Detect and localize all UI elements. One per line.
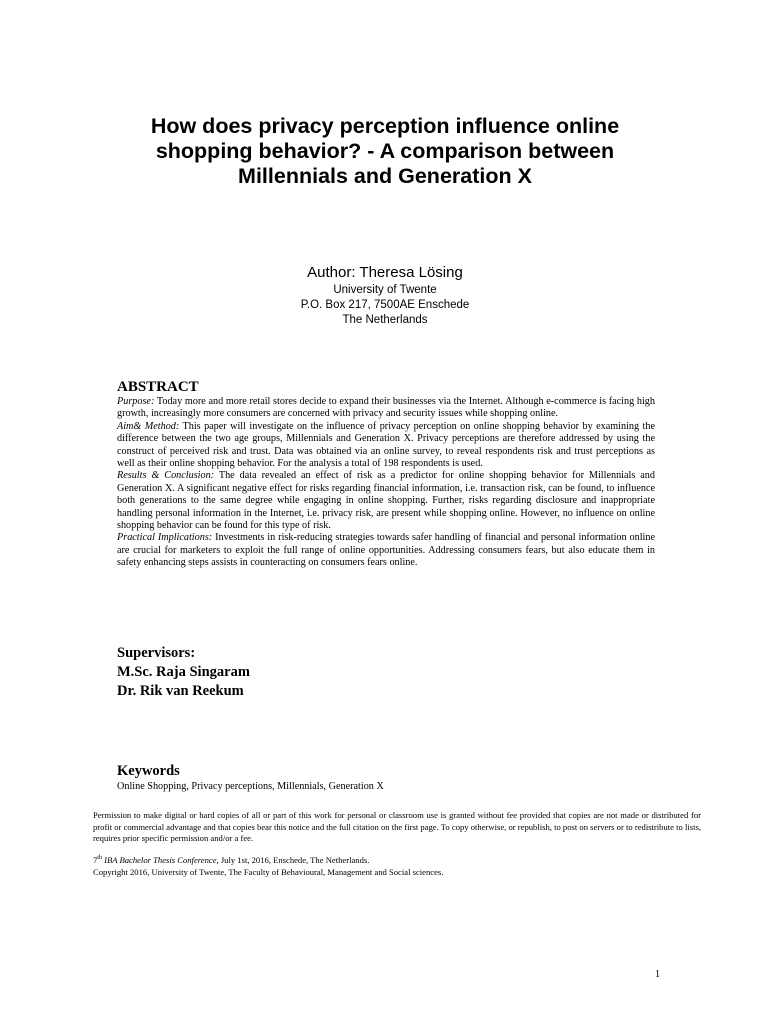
purpose-label: Purpose: — [117, 396, 155, 407]
author-block — [185, 263, 585, 328]
keywords-section — [117, 763, 617, 793]
conference-line — [93, 855, 693, 867]
supervisor-name: M.Sc. Raja Singaram — [117, 664, 250, 680]
conference-number: 7 — [93, 855, 98, 865]
supervisors-section — [117, 644, 517, 701]
conference-ordinal: th — [97, 855, 102, 862]
results-text: The data revealed an effect of risk as a predictor for online shopping behavior for Millennials and Generation X. A significant negative effect for risks regarding financial information, i.e. transaction risk, can be found, to influence both generations to the same degree while engaging in online shopping. Further, risks regarding disclosure and inappropriate handling personal information in the Internet, i.e. privacy risk, are present while shopping online. However, no influence on online shopping behavior can be found for this type of risk. — [117, 470, 655, 532]
author-affiliation: University of Twente — [333, 284, 437, 296]
title-line-1: How does privacy perception influence online — [150, 114, 620, 138]
supervisor-name: Dr. Rik van Reekum — [117, 683, 244, 699]
title-line-2: shopping behavior? - A comparison between — [155, 139, 615, 163]
abstract-aim — [117, 421, 655, 471]
author-name: Author: Theresa Lösing — [307, 264, 463, 281]
implications-label: Practical Implications: — [117, 532, 213, 544]
paper-title — [100, 114, 670, 189]
title-line-3: Millennials and Generation X — [238, 164, 532, 188]
permission-notice: Permission to make digital or hard copies of all or part of this work for personal or classroom use is granted without fee provided that copies are not made or distributed for profit or commercial advantage and that copies bear this notice and the full citation on the first page. To copy otherwise, or republish, to post on servers or to redistribute to lists, requires prior specific permission and/or a fee. — [93, 810, 701, 844]
author-address: P.O. Box 217, 7500AE Enschede — [300, 299, 470, 311]
conference-details: , July 1st, 2016, Enschede, The Netherlands. — [216, 855, 370, 865]
conference-notice — [93, 855, 693, 878]
abstract-implications — [117, 532, 655, 569]
keywords-text: Online Shopping, Privacy perceptions, Millennials, Generation X — [117, 781, 384, 792]
purpose-text: Today more and more retail stores decide to expand their businesses via the Internet. Although e-commerce is facing high growth, increasingly more consumers are concerned with privacy and security issues while shopping online. — [117, 396, 655, 420]
keywords-heading: Keywords — [117, 763, 180, 779]
conference-name: IBA Bachelor Thesis Conference — [101, 855, 217, 865]
page-number: 1 — [655, 969, 660, 980]
abstract-heading: ABSTRACT — [117, 379, 199, 395]
supervisors-heading: Supervisors: — [117, 645, 196, 661]
abstract-section — [117, 379, 655, 570]
implications-text: Investments in risk-reducing strategies towards safer handling of financial and personal information online are crucial for marketers to exploit the full range of online opportunities. Addressing consumers fears, but also educate them in safety enhancing steps assists in counteracting on consumers fears online. — [117, 532, 655, 569]
abstract-results — [117, 470, 655, 532]
copyright-line: Copyright 2016, University of Twente, The Faculty of Behavioural, Management and Social sciences. — [93, 866, 444, 877]
aim-label: Aim& Method: — [117, 420, 180, 432]
author-country: The Netherlands — [342, 314, 428, 326]
results-label: Results & Conclusion: — [117, 470, 215, 482]
abstract-purpose — [117, 396, 655, 421]
aim-text: This paper will investigate on the influence of privacy perception on online shopping behavior by examining the difference between the two age groups, Millennials and Generation X. Privacy perceptions are therefore addressed by using the construct of perceived risk and trust. Data was obtained via an online survey, to reveal respondents risk and trust perceptions as well as their online shopping behavior. For the analysis a total of 198 respondents is used. — [117, 420, 655, 470]
